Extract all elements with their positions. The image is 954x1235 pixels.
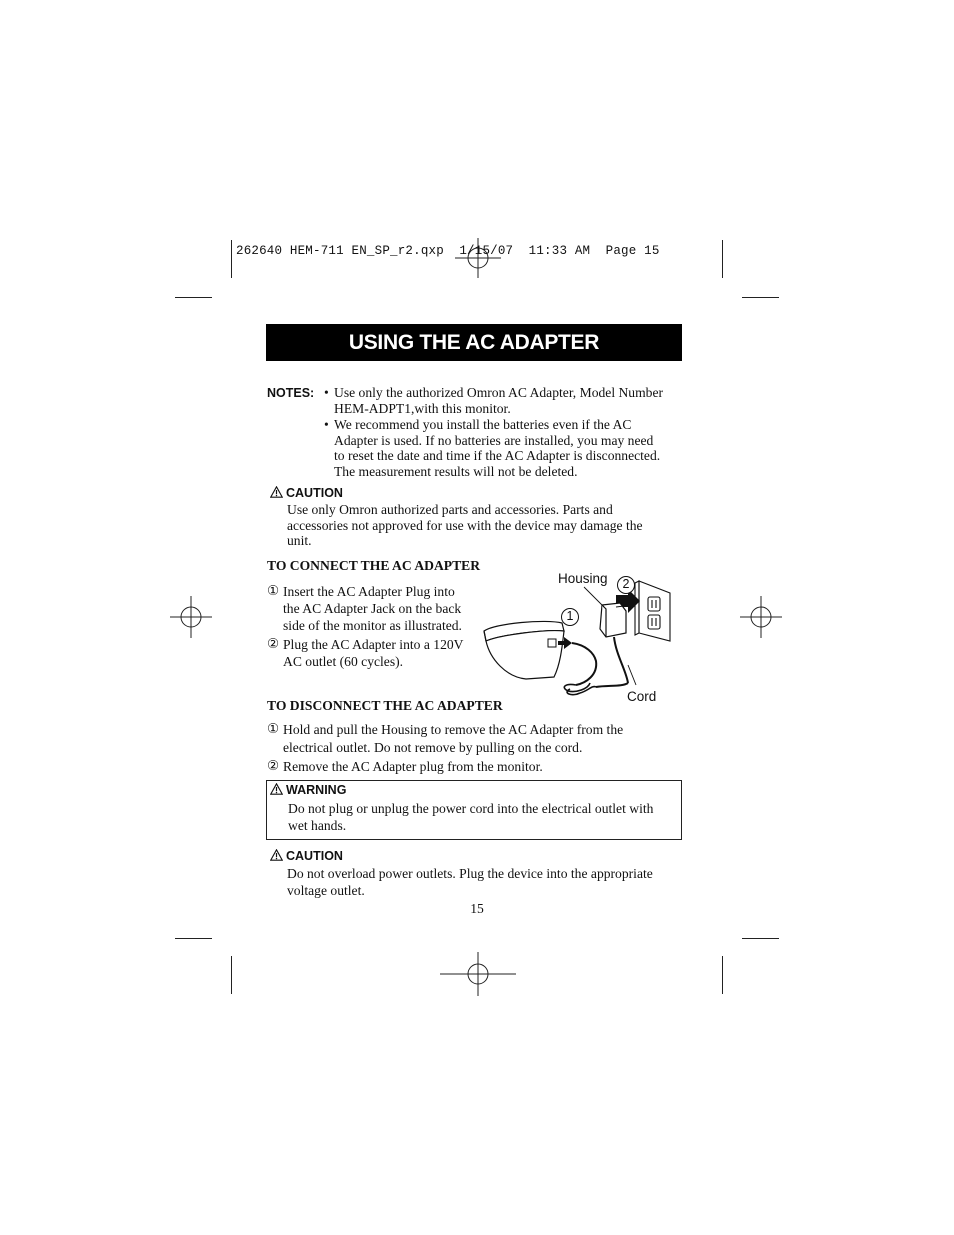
ac-adapter-illustration [476,565,686,710]
file-slug-line: 262640 HEM-711 EN_SP_r2.qxp 1/15/07 11:33 AM Page 15 [236,244,660,258]
note-line: Adapter is used. If no batteries are installed, you may need [334,432,654,448]
connect-heading: TO CONNECT THE AC ADAPTER [267,558,481,573]
note-item [324,385,684,416]
caution-label: CAUTION [286,849,343,863]
caution-line: Use only Omron authorized parts and accessories. Parts and [287,502,613,517]
callout-number-2: 2 [622,577,630,591]
caution-line: Do not overload power outlets. Plug the device into the appropriate [287,866,653,881]
caution-heading [270,849,343,863]
connect-steps [267,583,479,670]
caution-text [287,502,679,549]
crop-mark [231,956,232,994]
step-number: ① [267,721,280,736]
registration-mark-bottom [440,952,516,996]
connect-step [267,583,479,634]
crop-mark [175,938,212,939]
registration-mark-right [740,596,782,638]
step-line: Insert the AC Adapter Plug into [283,584,455,599]
crop-mark [742,938,779,939]
crop-mark [722,956,723,994]
page-number: 15 [470,901,484,916]
caution-line: voltage outlet. [287,883,365,898]
disconnect-heading: TO DISCONNECT THE AC ADAPTER [267,698,503,713]
step-number: ② [267,758,280,773]
step-number: ① [267,583,280,598]
note-line: HEM-ADPT1,with this monitor. [334,400,511,416]
section-title-bar [266,324,682,361]
warning-line: Do not plug or unplug the power cord into the electrical outlet with [288,801,654,816]
step-line: Plug the AC Adapter into a 120V [283,637,464,652]
disconnect-steps [267,721,681,776]
bullet: • [324,417,329,433]
step-line: Hold and pull the Housing to remove the AC Adapter from the [283,722,624,737]
note-line: to reset the date and time if the AC Adapter is disconnected. [334,448,661,464]
caution-label: CAUTION [286,486,343,500]
step-line: Remove the AC Adapter plug from the monitor. [283,759,543,774]
bullet: • [324,385,329,400]
note-line: The measurement results will not be deleted. [334,463,578,479]
note-line: We recommend you install the batteries even if the AC [334,417,632,433]
warning-triangle-icon [270,783,283,795]
warning-label: WARNING [286,783,347,797]
caution-line: accessories not approved for use with the device may damage the [287,517,643,533]
step-line: the AC Adapter Jack on the back [283,601,462,616]
warning-heading [270,783,346,797]
notes-label: NOTES: [267,386,315,400]
note-line: Use only the authorized Omron AC Adapter, Model Number [334,385,664,400]
warning-line: wet hands. [288,818,347,833]
caution-line: unit. [287,533,312,549]
disconnect-step [267,758,681,776]
crop-mark [231,240,232,278]
note-item [324,417,684,479]
callout-number-1: 1 [566,609,574,623]
page-title: USING THE AC ADAPTER [348,330,600,354]
step-line: electrical outlet. Do not remove by pulling on the cord. [283,740,583,755]
connect-step [267,636,479,670]
warning-text [288,800,680,834]
step-line: AC outlet (60 cycles). [283,654,404,669]
caution-text [287,865,681,899]
crop-mark [742,297,779,298]
cord-label: Cord [627,689,657,704]
warning-triangle-icon [270,486,283,498]
caution-heading [270,486,343,500]
registration-mark-left [170,596,212,638]
warning-triangle-icon [270,849,283,861]
crop-mark [175,297,212,298]
disconnect-step [267,721,681,757]
step-number: ② [267,636,280,651]
crop-mark [722,240,723,278]
notes-list [324,385,684,480]
step-line: side of the monitor as illustrated. [283,618,462,633]
housing-label: Housing [558,571,608,586]
warning-box [266,780,682,840]
